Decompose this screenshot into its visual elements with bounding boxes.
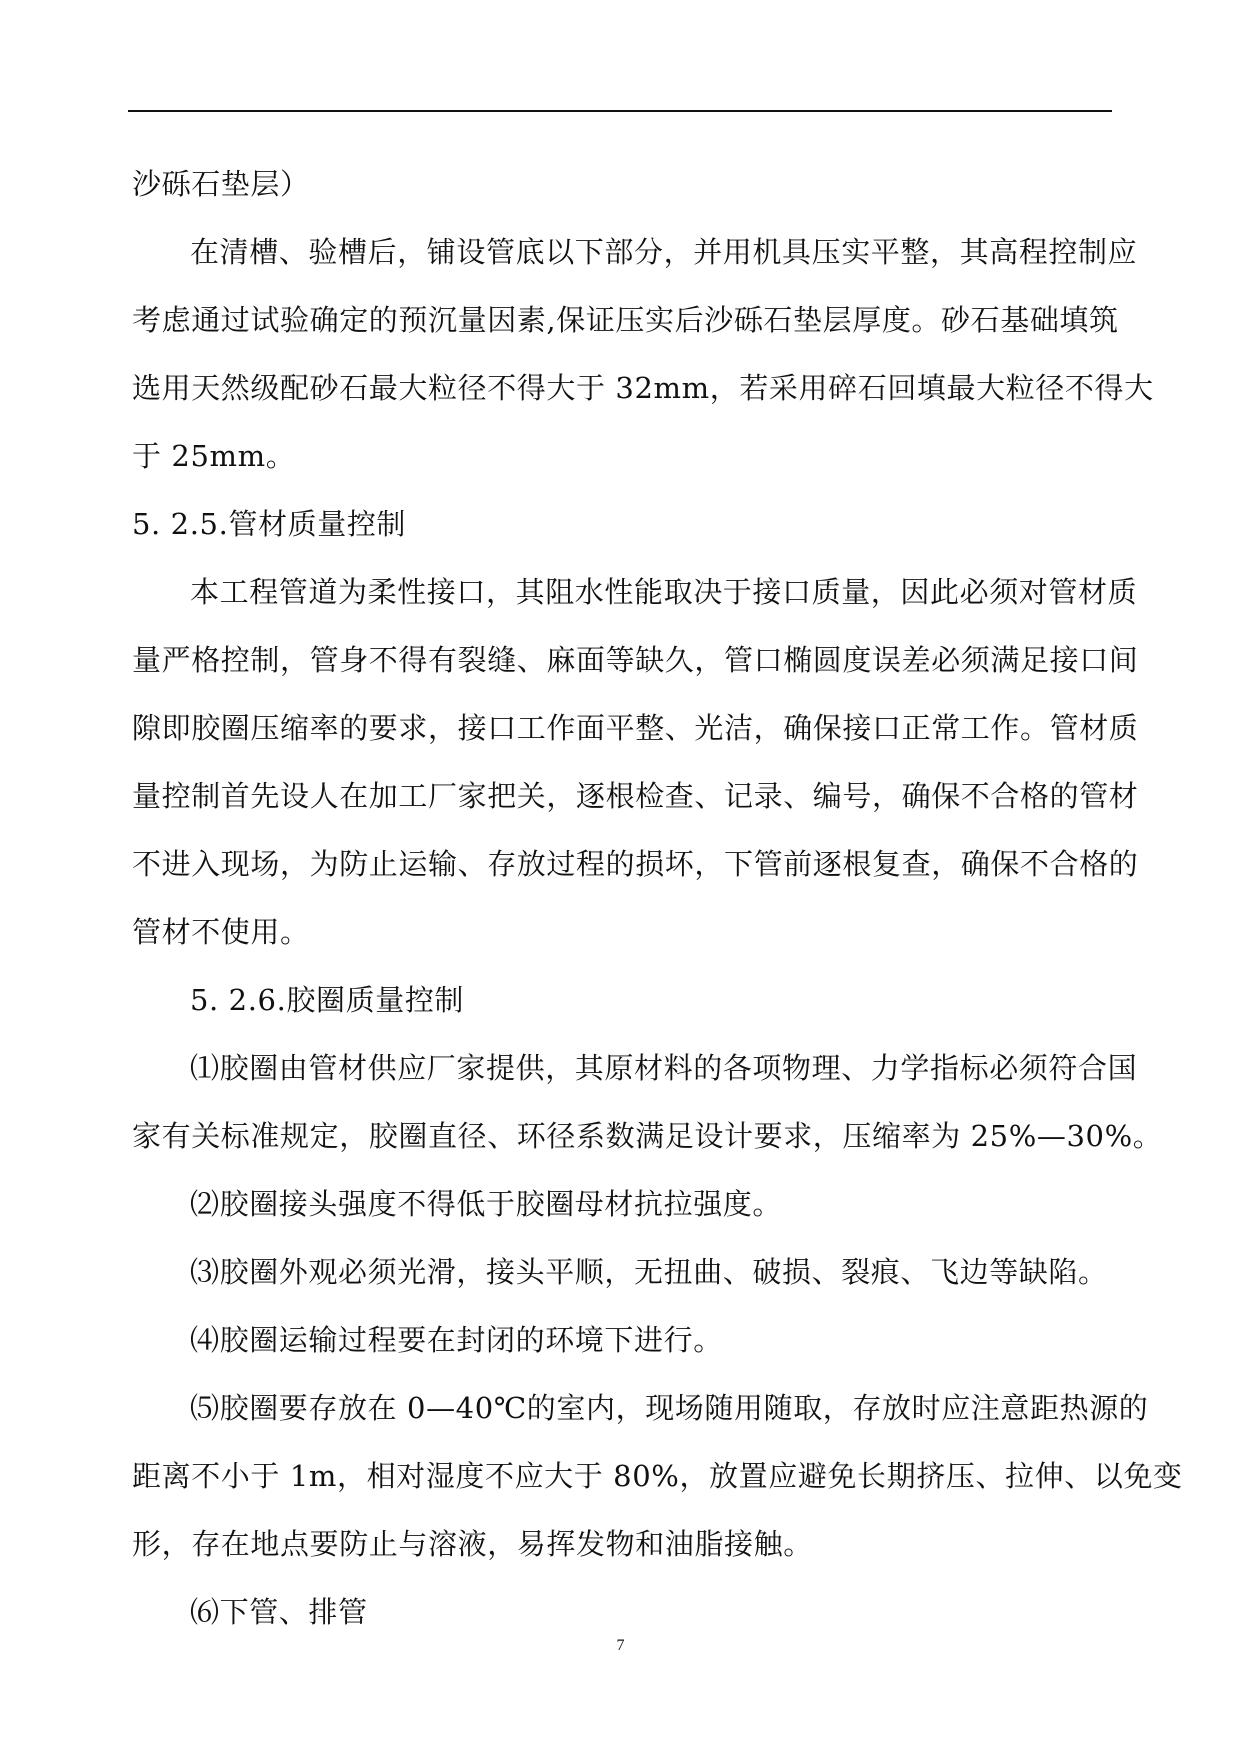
text-line: 考虑通过试验确定的预沉量因素,保证压实后沙砾石垫层厚度。砂石基础填筑 bbox=[132, 303, 1119, 337]
text-line: 量控制首先设人在加工厂家把关，逐根检查、记录、编号，确保不合格的管材 bbox=[132, 779, 1139, 813]
text-line: 于 25mm。 bbox=[132, 439, 296, 473]
text-line: 量严格控制，管身不得有裂缝、麻面等缺久，管口椭圆度误差必须满足接口间 bbox=[132, 643, 1139, 677]
text-line: 本工程管道为柔性接口，其阻水性能取决于接口质量，因此必须对管材质 bbox=[190, 575, 1138, 609]
section-heading: 5. 2.5.管材质量控制 bbox=[132, 507, 407, 541]
text-line: ⑷胶圈运输过程要在封闭的环境下进行。 bbox=[190, 1323, 723, 1357]
page-number: 7 bbox=[616, 1637, 625, 1654]
text-line: 隙即胶圈压缩率的要求，接口工作面平整、光洁，确保接口正常工作。管材质 bbox=[132, 711, 1139, 745]
document-body bbox=[132, 150, 1183, 1646]
text-line: ⑶胶圈外观必须光滑，接头平顺，无扭曲、破损、裂痕、飞边等缺陷。 bbox=[190, 1255, 1108, 1289]
section-heading: 5. 2.6.胶圈质量控制 bbox=[190, 983, 465, 1017]
text-line: 不进入现场，为防止运输、存放过程的损坏，下管前逐根复查，确保不合格的 bbox=[132, 847, 1139, 881]
text-line: 在清槽、验槽后，铺设管底以下部分，并用机具压实平整，其高程控制应 bbox=[190, 235, 1138, 269]
text-line: 选用天然级配砂石最大粒径不得大于 32mm，若采用碎石回填最大粒径不得大 bbox=[132, 371, 1154, 405]
text-line: 沙砾石垫层） bbox=[132, 167, 310, 201]
text-line: ⑹下管、排管 bbox=[190, 1595, 368, 1629]
text-line: 管材不使用。 bbox=[132, 915, 310, 949]
text-line: 形，存在地点要防止与溶液，易挥发物和油脂接触。 bbox=[132, 1527, 813, 1561]
header-rule bbox=[128, 110, 1112, 112]
text-line: ⑵胶圈接头强度不得低于胶圈母材抗拉强度。 bbox=[190, 1187, 783, 1221]
text-line: 家有关标准规定，胶圈直径、环径系数满足设计要求，压缩率为 25%—30%。 bbox=[132, 1119, 1163, 1153]
text-line: ⑴胶圈由管材供应厂家提供，其原材料的各项物理、力学指标必须符合国 bbox=[190, 1051, 1138, 1085]
text-line: 距离不小于 1m，相对湿度不应大于 80%，放置应避免长期挤压、拉伸、以免变 bbox=[132, 1459, 1183, 1493]
text-line: ⑸胶圈要存放在 0—40℃的室内，现场随用随取，存放时应注意距热源的 bbox=[190, 1391, 1149, 1425]
